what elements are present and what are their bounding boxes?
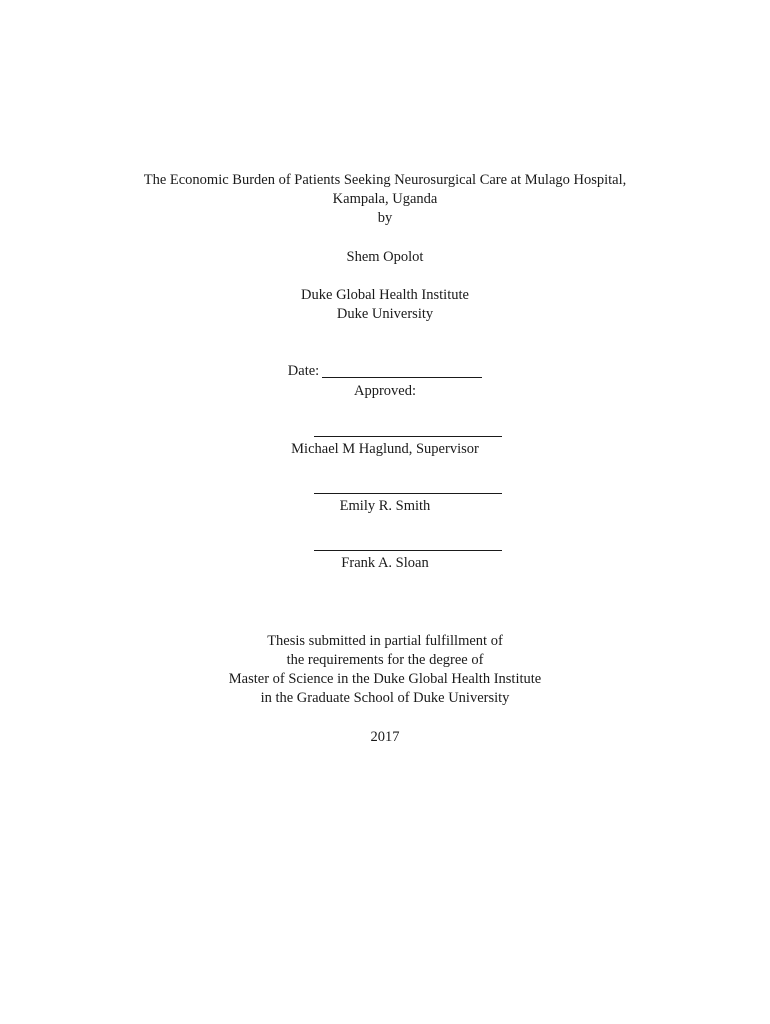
statement-line-3: Master of Science in the Duke Global Health Institute	[228, 671, 542, 687]
statement-line-4: in the Graduate School of Duke University	[260, 690, 510, 706]
statement-line-1: Thesis submitted in partial fulfillment of	[267, 633, 503, 649]
university-name: Duke University	[336, 306, 434, 322]
date-label: Date:	[287, 363, 320, 379]
by-label: by	[377, 210, 393, 226]
signatory-member-2: Frank A. Sloan	[341, 555, 429, 571]
signatory-supervisor: Michael M Haglund, Supervisor	[291, 441, 479, 457]
date-signature-rule	[322, 377, 482, 378]
statement-line-2: the requirements for the degree of	[286, 652, 484, 668]
institute-name: Duke Global Health Institute	[301, 287, 469, 303]
signatory-member-1: Emily R. Smith	[339, 498, 431, 514]
date-line	[0, 362, 770, 381]
signature-rule-2	[314, 493, 502, 494]
signature-rule-3	[314, 550, 502, 551]
thesis-title-line-2: Kampala, Uganda	[332, 191, 438, 207]
signature-rule-1	[314, 436, 502, 437]
submission-year: 2017	[370, 729, 400, 745]
approved-label: Approved:	[353, 383, 416, 399]
author-name: Shem Opolot	[346, 249, 424, 265]
thesis-title-line-1: The Economic Burden of Patients Seeking Neurosurgical Care at Mulago Hospital,	[143, 172, 627, 188]
